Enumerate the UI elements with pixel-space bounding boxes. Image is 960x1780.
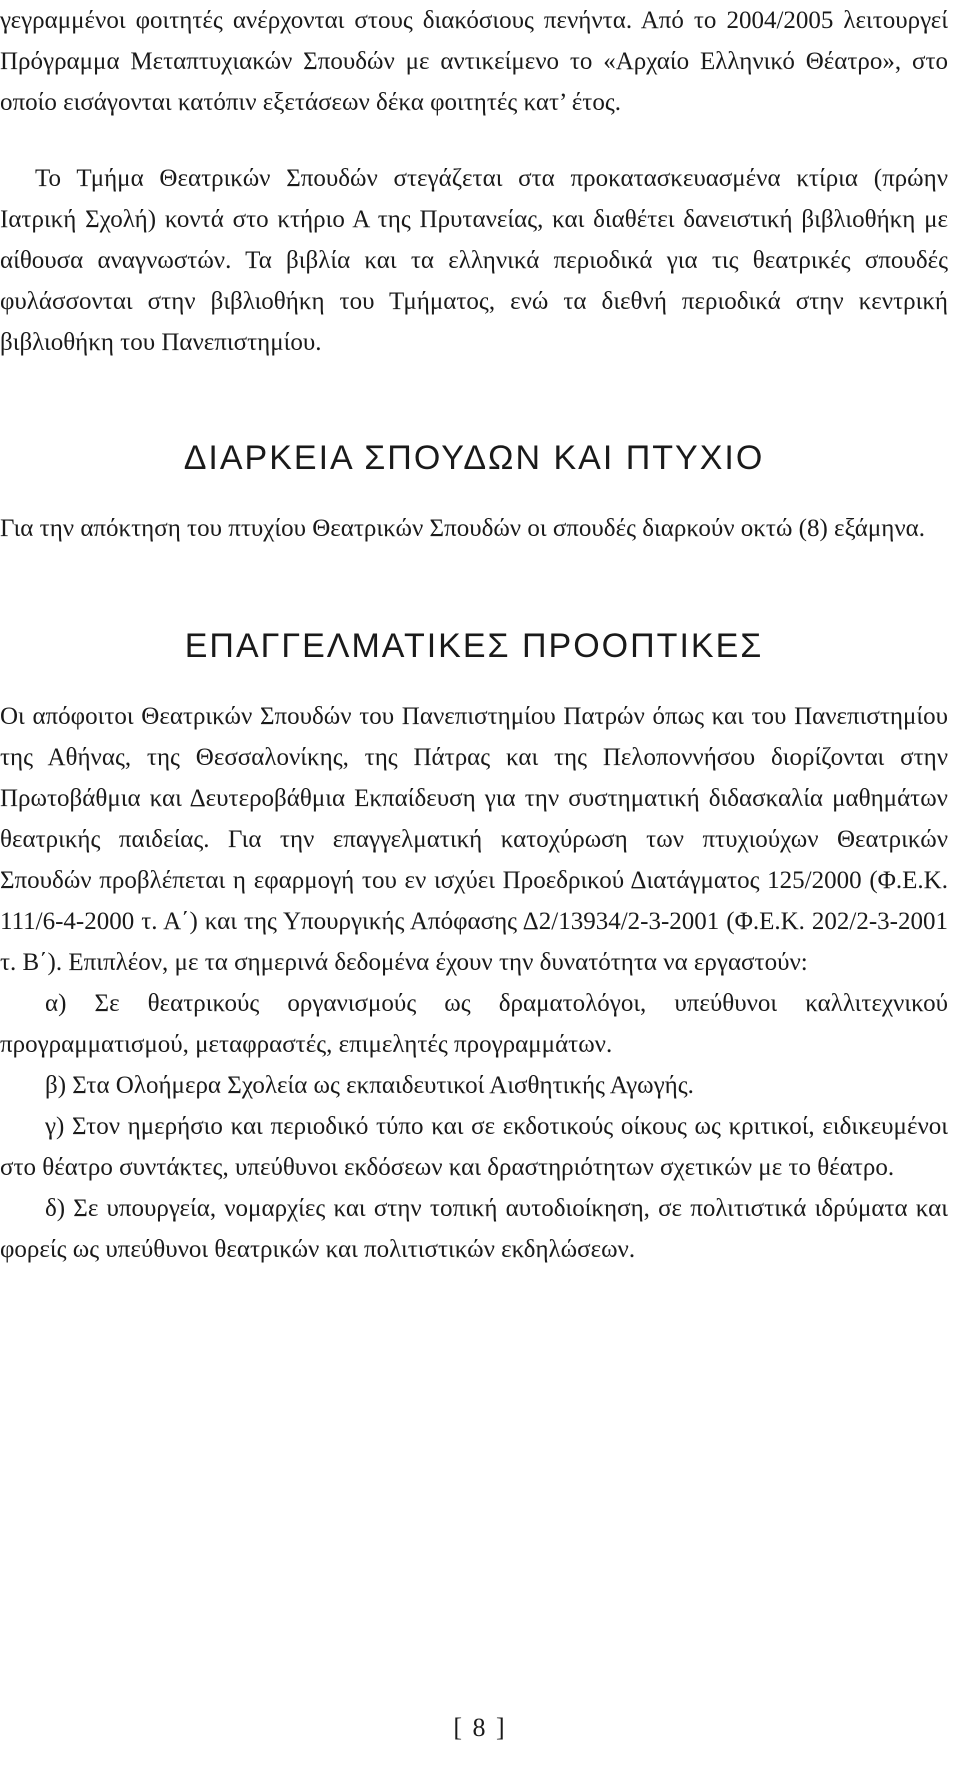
career-heading: ΕΠΑΓΓΕΛΜΑΤΙΚΕΣ ΠΡΟΟΠΤΙΚΕΣ — [184, 627, 764, 665]
career-item-c: γ) Στον ημερήσιο και περιοδικό τύπο και σε εκδοτικούς οίκους ως κριτικοί, ειδικευμένοι στο θέατρο συντάκτες, υπεύθυνοι εκδόσεων και δραστηριότητων σχετικών με το θέατρο. — [0, 1113, 948, 1181]
career-paragraph: Οι απόφοιτοι Θεατρικών Σπουδών του Πανεπιστημίου Πατρών όπως και του Πανεπιστημίου της Αθήνας, της Θεσσαλονίκης, της Πάτρας και της Πελοποννήσου διορίζονται στην Πρωτοβάθμια και Δευτεροβάθμια Εκπαίδευση για την συστηματική διδασκαλία μαθημάτων θεατρικής παιδείας. Για την επαγγελματική κατοχύρωση των πτυχιούχων Θεατρικών Σπουδών προβλέπεται η εφαρμογή του εν ισχύει Προεδρικού Διατάγματος 125/2000 (Φ.Ε.Κ. 111/6-4-2000 τ. Α΄) και της Υπουργικής Απόφασης Δ2/13934/2-3-2001 (Φ.Ε.Κ. 202/2-3-2001 τ. Β΄). Επιπλέον, με τα σημερινά δεδομένα έχουν την δυνατότητα να εργαστούν: — [0, 703, 948, 976]
career-item-a: α) Σε θεατρικούς οργανισμούς ως δραματολόγοι, υπεύθυνοι καλλιτεχνικού προγραμματισμού, μεταφραστές, επιμελητές προγραμμάτων. — [0, 990, 948, 1058]
facilities-paragraph: Το Τμήμα Θεατρικών Σπουδών στεγάζεται στα προκατασκευασμένα κτίρια (πρώην Ιατρική Σχολή) κοντά στο κτήριο Α της Πρυτανείας, και διαθέτει δανειστική βιβλιοθήκη με αίθουσα αναγνωστών. Τα βιβλία και τα ελληνικά περιοδικά για τις θεατρικές σπουδές φυλάσσονται στην βιβλιοθήκη του Τμήματος, ενώ τα διεθνή περιοδικά στην κεντρική βιβλιοθήκη του Πανεπιστημίου. — [0, 165, 948, 356]
duration-heading: ΔΙΑΡΚΕΙΑ ΣΠΟΥΔΩΝ ΚΑΙ ΠΤΥΧΙΟ — [183, 439, 765, 477]
career-item-d: δ) Σε υπουργεία, νομαρχίες και στην τοπική αυτοδιοίκηση, σε πολιτιστικά ιδρύματα και φορείς ως υπεύθυνοι θεατρικών και πολιτιστικών εκδηλώσεων. — [0, 1195, 948, 1263]
career-item-b: β) Στα Ολοήμερα Σχολεία ως εκπαιδευτικοί Αισθητικής Αγωγής. — [45, 1072, 694, 1099]
duration-paragraph: Για την απόκτηση του πτυχίου Θεατρικών Σπουδών οι σπουδές διαρκούν οκτώ (8) εξάμηνα. — [0, 515, 925, 542]
intro-continued-paragraph: γεγραμμένοι φοιτητές ανέρχονται στους διακόσιους πενήντα. Από το 2004/2005 λειτουργεί Πρόγραμμα Μεταπτυχιακών Σπουδών με αντικείμενο το «Αρχαίο Ελληνικό Θέατρο», στο οποίο εισάγονται κατόπιν εξετάσεων δέκα φοιτητές κατ’ έτος. — [0, 7, 948, 116]
page-number: [ 8 ] — [453, 1713, 507, 1742]
